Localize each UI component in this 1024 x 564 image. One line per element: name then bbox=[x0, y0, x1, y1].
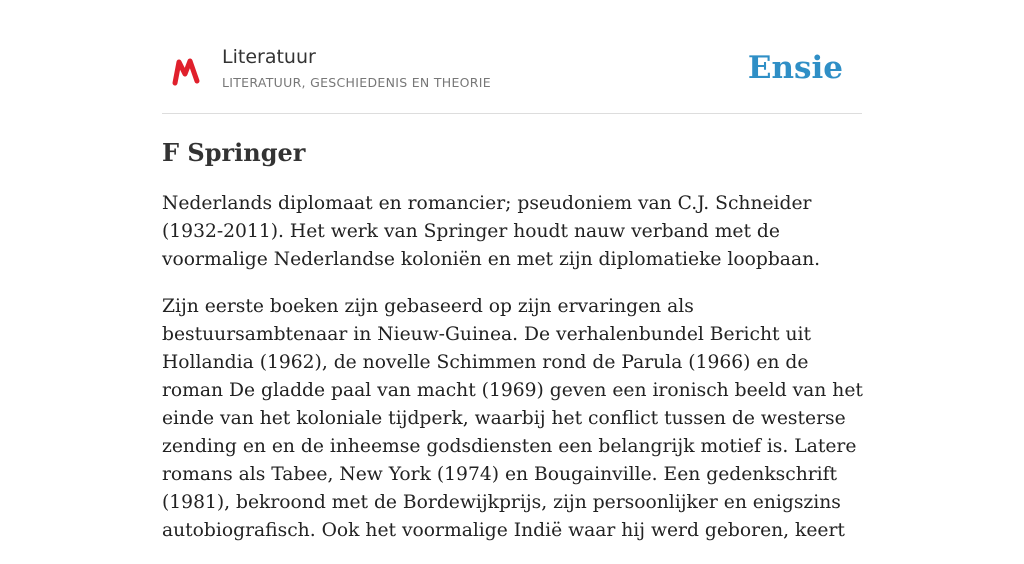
article-body bbox=[162, 190, 868, 564]
article-title: F Springer bbox=[162, 138, 306, 167]
publisher-title[interactable]: Literatuur bbox=[222, 46, 316, 68]
publisher-subtitle: LITERATUUR, GESCHIEDENIS EN THEORIE bbox=[222, 75, 491, 90]
site-header bbox=[162, 40, 862, 114]
article-paragraph: Zijn eerste boeken zijn gebaseerd op zijn ervaringen als bestuursambtenaar in Nieuw-Guinea. De verhalenbundel Bericht uit Hollandia (1962), de novelle Schimmen rond de Parula (1966) en de roman De gladde paal van macht (1969) geven een ironisch beeld van het einde van het koloniale tijdperk, waarbij het conflict tussen de westerse zending en en de inheemse godsdiensten een belangrijk motief is. Latere romans als Tabee, New York (1974) en Bougainville. Een gedenkschrift (1981), bekroond met de Bordewijkprijs, zijn persoonlijker en enigszins autobiografisch. Ook het voormalige Indië waar hij werd geboren, keert bbox=[162, 296, 863, 541]
publisher-logo-icon[interactable] bbox=[172, 57, 200, 87]
article-paragraph: Nederlands diplomaat en romancier; pseudoniem van C.J. Schneider (1932-2011). Het werk van Springer houdt nauw verband met de voormalige Nederlandse koloniën en met zijn diplomatieke loopbaan. bbox=[162, 193, 821, 270]
ensie-brand-link[interactable]: Ensie bbox=[747, 50, 843, 86]
